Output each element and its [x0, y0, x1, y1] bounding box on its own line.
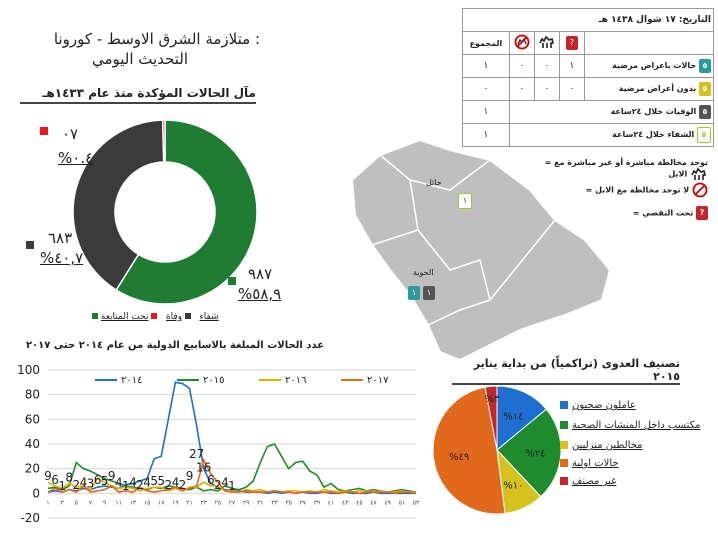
- x-tick-label: ١٥: [143, 499, 151, 507]
- data-label: 2: [72, 477, 81, 492]
- data-label: 5: [157, 474, 166, 489]
- data-label: 1: [228, 479, 236, 494]
- y-tick-label: 100: [17, 363, 40, 377]
- x-tick-label: ٢٩: [242, 499, 250, 507]
- data-label: 2: [214, 477, 222, 492]
- x-tick-label: ٤٣: [342, 499, 349, 507]
- followup-percent: %٠.٤: [58, 149, 94, 167]
- data-label: 9: [185, 469, 194, 484]
- data-label: 4: [171, 475, 180, 490]
- followup-count: ٠٧: [62, 125, 79, 143]
- camel-icon: [690, 167, 708, 181]
- city-hail-pin: ١: [458, 188, 472, 209]
- data-label: 2: [136, 477, 144, 492]
- legend-label: ٢٠١٥: [203, 375, 225, 386]
- legend-investigation: = تحت التقصي ?: [540, 206, 708, 220]
- x-tick-label: ١٩: [172, 499, 179, 507]
- table-row: [463, 55, 714, 78]
- table-row: [463, 78, 714, 101]
- pie-data-label: %١٤: [503, 411, 524, 423]
- x-tick-label: ٩: [102, 499, 107, 507]
- legend-label: عاملون صحيون: [572, 400, 636, 411]
- x-tick-label: ٣٧: [299, 499, 306, 507]
- data-label: 4: [114, 475, 123, 490]
- row-cell: ٠: [559, 78, 584, 101]
- recovery-icon: ٥: [697, 127, 711, 143]
- x-tick-label: ٥١: [398, 499, 406, 507]
- pie-data-label: %٤٩: [448, 452, 470, 464]
- pie-legend-item: [560, 400, 710, 411]
- pie-legend-item: [560, 420, 710, 431]
- no-camel-icon: [509, 32, 534, 55]
- x-tick-label: ١١: [115, 499, 122, 507]
- legend-camel: = توجد مخالطة مباشرة أو غير مباشرة مع الابل: [540, 158, 708, 181]
- data-label: 4: [129, 475, 137, 490]
- recovered-count: ٩٨٧: [248, 265, 273, 283]
- x-tick-label: ٢٣: [200, 499, 207, 507]
- legend-swatch: [560, 441, 568, 449]
- donut-legend: [92, 312, 219, 322]
- row-label: الوفيات خلال ٢٤ساعة ٥: [509, 101, 713, 124]
- x-tick-label: ٤٧: [370, 499, 377, 507]
- legend-recovered: شفاء: [199, 312, 219, 322]
- table-header-row: [463, 32, 714, 55]
- legend-label: مكتسب داخل المنشات الصحية: [572, 420, 701, 431]
- line-chart-title: عدد الحالات المبلغة بالاسابيع الدولية من عام ٢٠١٤ حتى ٢٠١٧: [25, 340, 325, 351]
- row-label: بدون أعراض مرضية ٥: [584, 78, 713, 101]
- symptomatic-icon: ٥: [699, 59, 711, 73]
- row-cell: ٠: [534, 78, 559, 101]
- data-label: 5: [150, 474, 158, 489]
- data-label: 4: [221, 475, 229, 490]
- donut-title: مآل الحالات المؤكدة منذ عام ١٤٣٣هـ: [20, 86, 256, 104]
- x-tick-label: ٣٥: [285, 499, 292, 507]
- legend-label: غير مصنف: [572, 476, 617, 487]
- x-tick-label: ٤١: [327, 499, 335, 507]
- x-tick-label: ٥: [74, 499, 78, 507]
- data-label: 3: [86, 476, 95, 491]
- asymptomatic-icon: ٥: [699, 82, 711, 96]
- row-total: ١: [463, 124, 510, 147]
- city-hawiyah-pin-a: ١: [408, 280, 420, 300]
- x-tick-label: ٧: [88, 499, 93, 507]
- pie-legend-item: [560, 476, 710, 487]
- x-tick-label: ٣: [60, 499, 64, 507]
- data-label: 27: [188, 447, 205, 462]
- row-total: ٠: [463, 78, 510, 101]
- row-label: حالات باعراض مرضية ٥: [584, 55, 713, 78]
- y-tick-label: 80: [24, 387, 40, 402]
- legend-label: مخالطين منزليين: [572, 440, 643, 451]
- pie-data-label: %١٠: [503, 480, 524, 492]
- death-count: ٦٨٣: [48, 229, 73, 247]
- x-tick-label: ١٣: [129, 499, 137, 507]
- row-cell: ٠: [509, 78, 534, 101]
- death-percent: %٤٠,٧: [40, 249, 84, 267]
- x-tick-label: ٣٩: [313, 499, 321, 507]
- no-camel-icon: [692, 182, 708, 198]
- x-tick-label: ٢٥: [214, 499, 222, 507]
- legend-label: ٢٠١٦: [285, 375, 307, 386]
- legend-label: ٢٠١٧: [367, 375, 389, 386]
- y-tick-label: 60: [24, 412, 40, 427]
- data-label: 1: [58, 479, 66, 494]
- legend-label: ٢٠١٤: [121, 375, 143, 386]
- data-label: 4: [143, 475, 151, 490]
- page-subtitle: التحديث اليومي: [91, 50, 189, 68]
- city-hawiyah-pin-b: ١: [423, 280, 435, 300]
- pie-legend-item: [560, 440, 710, 451]
- line-chart: [0, 358, 430, 538]
- row-cell: ٠: [509, 55, 534, 78]
- pie-legend-item: [560, 458, 710, 469]
- x-tick-label: ٢١: [186, 499, 193, 507]
- question-icon: ?: [559, 32, 584, 55]
- data-label: 9: [44, 469, 52, 484]
- y-tick-label: -20: [20, 511, 40, 525]
- question-icon: ?: [696, 206, 708, 220]
- y-tick-label: 40: [24, 437, 40, 451]
- legend-label: حالات اولية: [572, 458, 619, 469]
- death-icon: ٥: [699, 105, 711, 119]
- legend-no-camel: = لا توجد مخالطة مع الابل: [540, 182, 708, 198]
- data-label: 4: [79, 475, 88, 490]
- followup-marker: [40, 120, 48, 139]
- page-title: متلازمة الشرق الاوسط - كورونا :: [53, 30, 260, 48]
- city-hail-label: حائل: [426, 178, 442, 187]
- data-label: 6: [206, 472, 215, 487]
- header-total: المجموع: [463, 32, 510, 55]
- data-label: 6: [93, 472, 102, 487]
- death-marker: [26, 234, 34, 253]
- donut-slice: [163, 120, 165, 162]
- x-tick-label: ٢٧: [228, 499, 236, 507]
- pie-data-label: %٢٤: [525, 448, 546, 460]
- data-label: 6: [51, 472, 59, 487]
- legend-swatch: [560, 477, 568, 485]
- x-tick-label: ٤٩: [384, 499, 391, 507]
- pie-data-label: %٣: [484, 393, 500, 405]
- row-cell: ١: [559, 55, 584, 78]
- row-label: الشفاء خلال ٢٤ساعة ٥: [509, 124, 713, 147]
- data-label: 16: [196, 460, 212, 475]
- legend-swatch: [560, 421, 568, 429]
- y-tick-label: 0: [32, 486, 40, 501]
- pie-chart: [430, 378, 564, 518]
- city-hawiyah-label: الحوية: [413, 268, 434, 277]
- row-cell: ٠: [534, 55, 559, 78]
- pie-title: تصنيف العدوى (تراكمياً) من بداية يناير ٢٠١٥: [452, 357, 680, 385]
- x-tick-label: ١: [46, 499, 50, 507]
- data-label: 9: [107, 469, 116, 484]
- recovered-marker: [228, 270, 236, 289]
- legend-followup: تحت المتابعة: [100, 312, 149, 322]
- data-label: 1: [122, 479, 130, 494]
- data-label: 5: [100, 474, 109, 489]
- legend-swatch: [560, 459, 568, 467]
- table-date: التاريخ: ١٧ شوال ١٤٣٨ هـ: [463, 9, 714, 32]
- x-tick-label: ٤٥: [356, 499, 363, 507]
- x-tick-label: ١٧: [158, 499, 165, 507]
- data-label: 2: [164, 477, 173, 492]
- donut-chart: [60, 112, 273, 312]
- recovered-percent: %٥٨,٩: [238, 285, 282, 303]
- x-tick-label: ٣١: [257, 499, 264, 507]
- row-total: ١: [463, 101, 510, 124]
- legend-death: وفاة: [165, 312, 183, 322]
- data-label: 8: [65, 470, 74, 485]
- camel-icon: [534, 32, 559, 55]
- row-total: ١: [463, 55, 510, 78]
- data-label: 2: [178, 477, 187, 492]
- x-tick-label: ٥٣: [412, 499, 420, 507]
- y-tick-label: 20: [24, 461, 40, 476]
- legend-swatch: [560, 401, 568, 409]
- x-tick-label: ٣٣: [271, 499, 278, 507]
